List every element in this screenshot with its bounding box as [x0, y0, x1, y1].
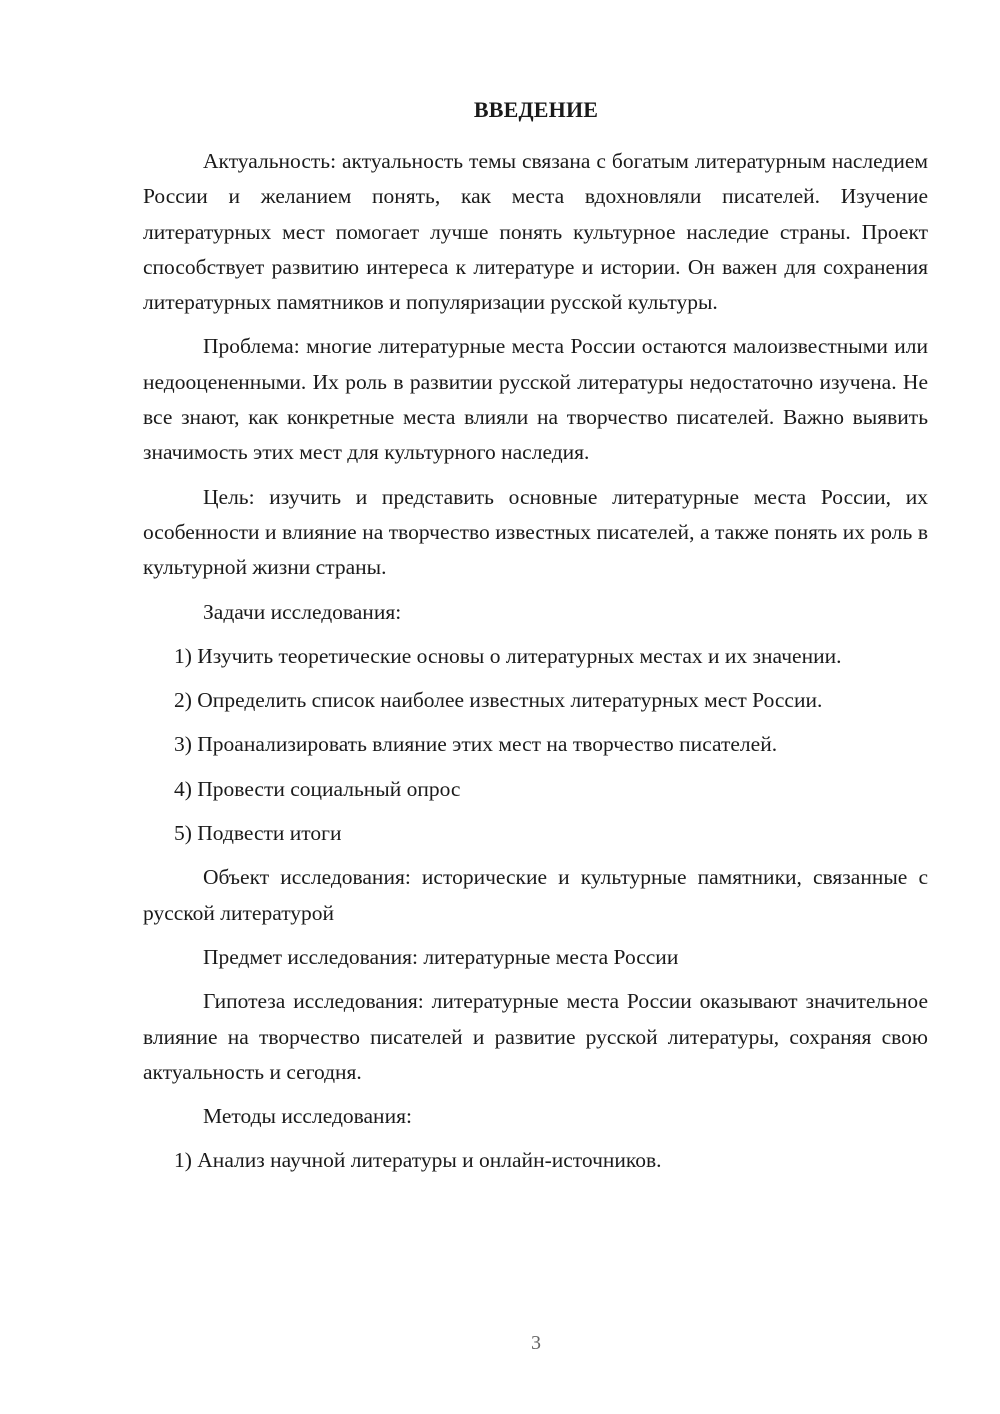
list-item: 3) Проанализировать влияние этих мест на творчество писателей.	[174, 732, 778, 757]
paragraph-goal: Цель: изучить и представить основные литературные места России, их особенности и влияние на творчество известных писателей, а также понять их роль в культурной жизни страны.	[143, 484, 928, 580]
list-item: 5) Подвести итоги	[174, 821, 342, 846]
paragraph-problem: Проблема: многие литературные места России остаются малоизвестными или недооцененными. Их роль в развитии русской литературы недостаточно изучена. Не все знают, как конкретные места влияли на творчество писателей. Важно выявить значимость этих мест для культурного наследия.	[143, 334, 928, 465]
paragraph-methods-heading: Методы исследования:	[203, 1104, 412, 1129]
page-number: 3	[531, 1332, 541, 1354]
paragraph-object: Объект исследования: исторические и культурные памятники, связанные с русской литературой	[143, 865, 928, 925]
paragraph-relevance: Актуальность: актуальность темы связана с богатым литературным наследием России и желанием понять, как места вдохновляли писателей. Изучение литературных мест помогает лучше понять культурное наследие страны. Проект способствует развитию интереса к литературе и истории. Он важен для сохранения литературных памятников и популяризации русской культуры.	[143, 149, 928, 315]
list-item: 1) Изучить теоретические основы о литературных местах и их значении.	[174, 643, 842, 668]
paragraph-hypothesis: Гипотеза исследования: литературные места России оказывают значительное влияние на творчество писателей и развитие русской литературы, сохраняя свою актуальность и сегодня.	[143, 989, 928, 1084]
document-body	[143, 144, 928, 1188]
list-item: 4) Провести социальный опрос	[174, 776, 461, 801]
list-item: 2) Определить список наиболее известных литературных мест России.	[174, 688, 823, 713]
paragraph-tasks-heading: Задачи исследования:	[203, 599, 402, 624]
paragraph-subject: Предмет исследования: литературные места России	[203, 944, 679, 969]
page-title: ВВЕДЕНИЕ	[473, 97, 599, 122]
list-item: 1) Анализ научной литературы и онлайн-источников.	[174, 1148, 662, 1173]
